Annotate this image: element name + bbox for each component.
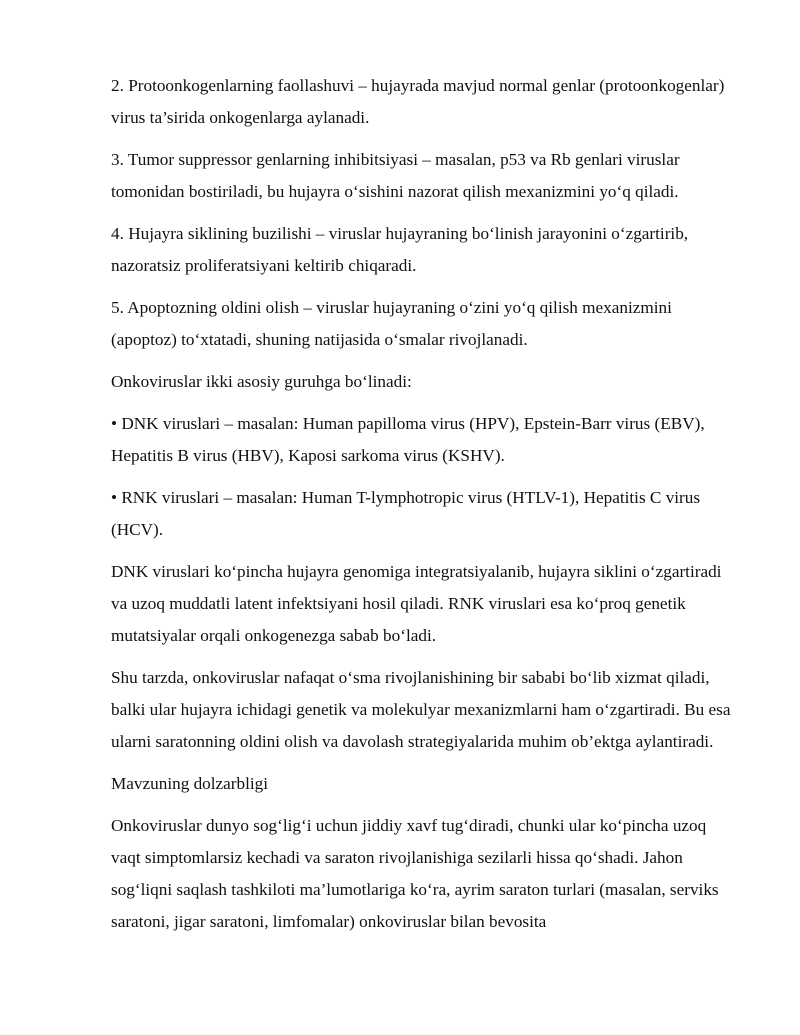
list-item-apoptosis-prevention: 5. Apoptozning oldini olish – viruslar hujayraning o‘zini yo‘q qilish mexanizmini (apoptoz) to‘xtatadi, shuning natijasida o‘smalar rivojlanadi. [111, 298, 672, 349]
bullet-dna-viruses: • DNK viruslari – masalan: Human papilloma virus (HPV), Epstein-Barr virus (EBV), Hepatitis B virus (HBV), Kaposi sarkoma virus (KSHV). [111, 414, 705, 465]
bullet-rna-viruses: • RNK viruslari – masalan: Human T-lymphotropic virus (HTLV-1), Hepatitis C virus (HCV). [111, 488, 701, 539]
section-heading-relevance: Mavzuning dolzarbligi [111, 774, 269, 793]
paragraph-relevance: Onkoviruslar dunyo sog‘lig‘i uchun jiddiy xavf tug‘diradi, chunki ular ko‘pincha uzoq vaqt simptomlarsiz kechadi va saraton rivojlanishiga sezilarli hissa qo‘shadi. Jahon sog‘liqni saqlash tashkiloti ma’lumotlariga ko‘ra, ayrim saraton turlari (masalan, serviks saratoni, jigar saratoni, limfomalar) onkoviruslar bilan bevosita [111, 816, 719, 931]
list-item-tumor-suppressor-inhibition: 3. Tumor suppressor genlarning inhibitsiyasi – masalan, p53 va Rb genlari viruslar tomonidan bostiriladi, bu hujayra o‘sishini nazorat qilish mexanizmini yo‘q qiladi. [111, 150, 680, 201]
paragraph-groups-intro: Onkoviruslar ikki asosiy guruhga bo‘linadi: [111, 372, 412, 391]
paragraph-summary: Shu tarzda, onkoviruslar nafaqat o‘sma rivojlanishining bir sababi bo‘lib xizmat qiladi, balki ular hujayra ichidagi genetik va molekulyar mexanizmlarni ham o‘zgartiradi. Bu esa ularni saratonning oldini olish va davolash strategiyalarida muhim ob’ektga aylantiradi. [111, 668, 731, 751]
list-item-cell-cycle-disruption: 4. Hujayra siklining buzilishi – viruslar hujayraning bo‘linish jarayonini o‘zgartirib, nazoratsiz proliferatsiyani keltirib chiqaradi. [111, 224, 689, 275]
list-item-protooncogene-activation: 2. Protoonkogenlarning faollashuvi – hujayrada mavjud normal genlar (protoonkogenlar) virus ta’sirida onkogenlarga aylanadi. [111, 76, 725, 127]
paragraph-dna-rna-mechanisms: DNK viruslari ko‘pincha hujayra genomiga integratsiyalanib, hujayra siklini o‘zgartiradi va uzoq muddatli latent infektsiyani hosil qiladi. RNK viruslari esa ko‘proq genetik mutatsiyalar orqali onkogenezga sabab bo‘ladi. [111, 562, 722, 645]
document-body [111, 70, 731, 948]
